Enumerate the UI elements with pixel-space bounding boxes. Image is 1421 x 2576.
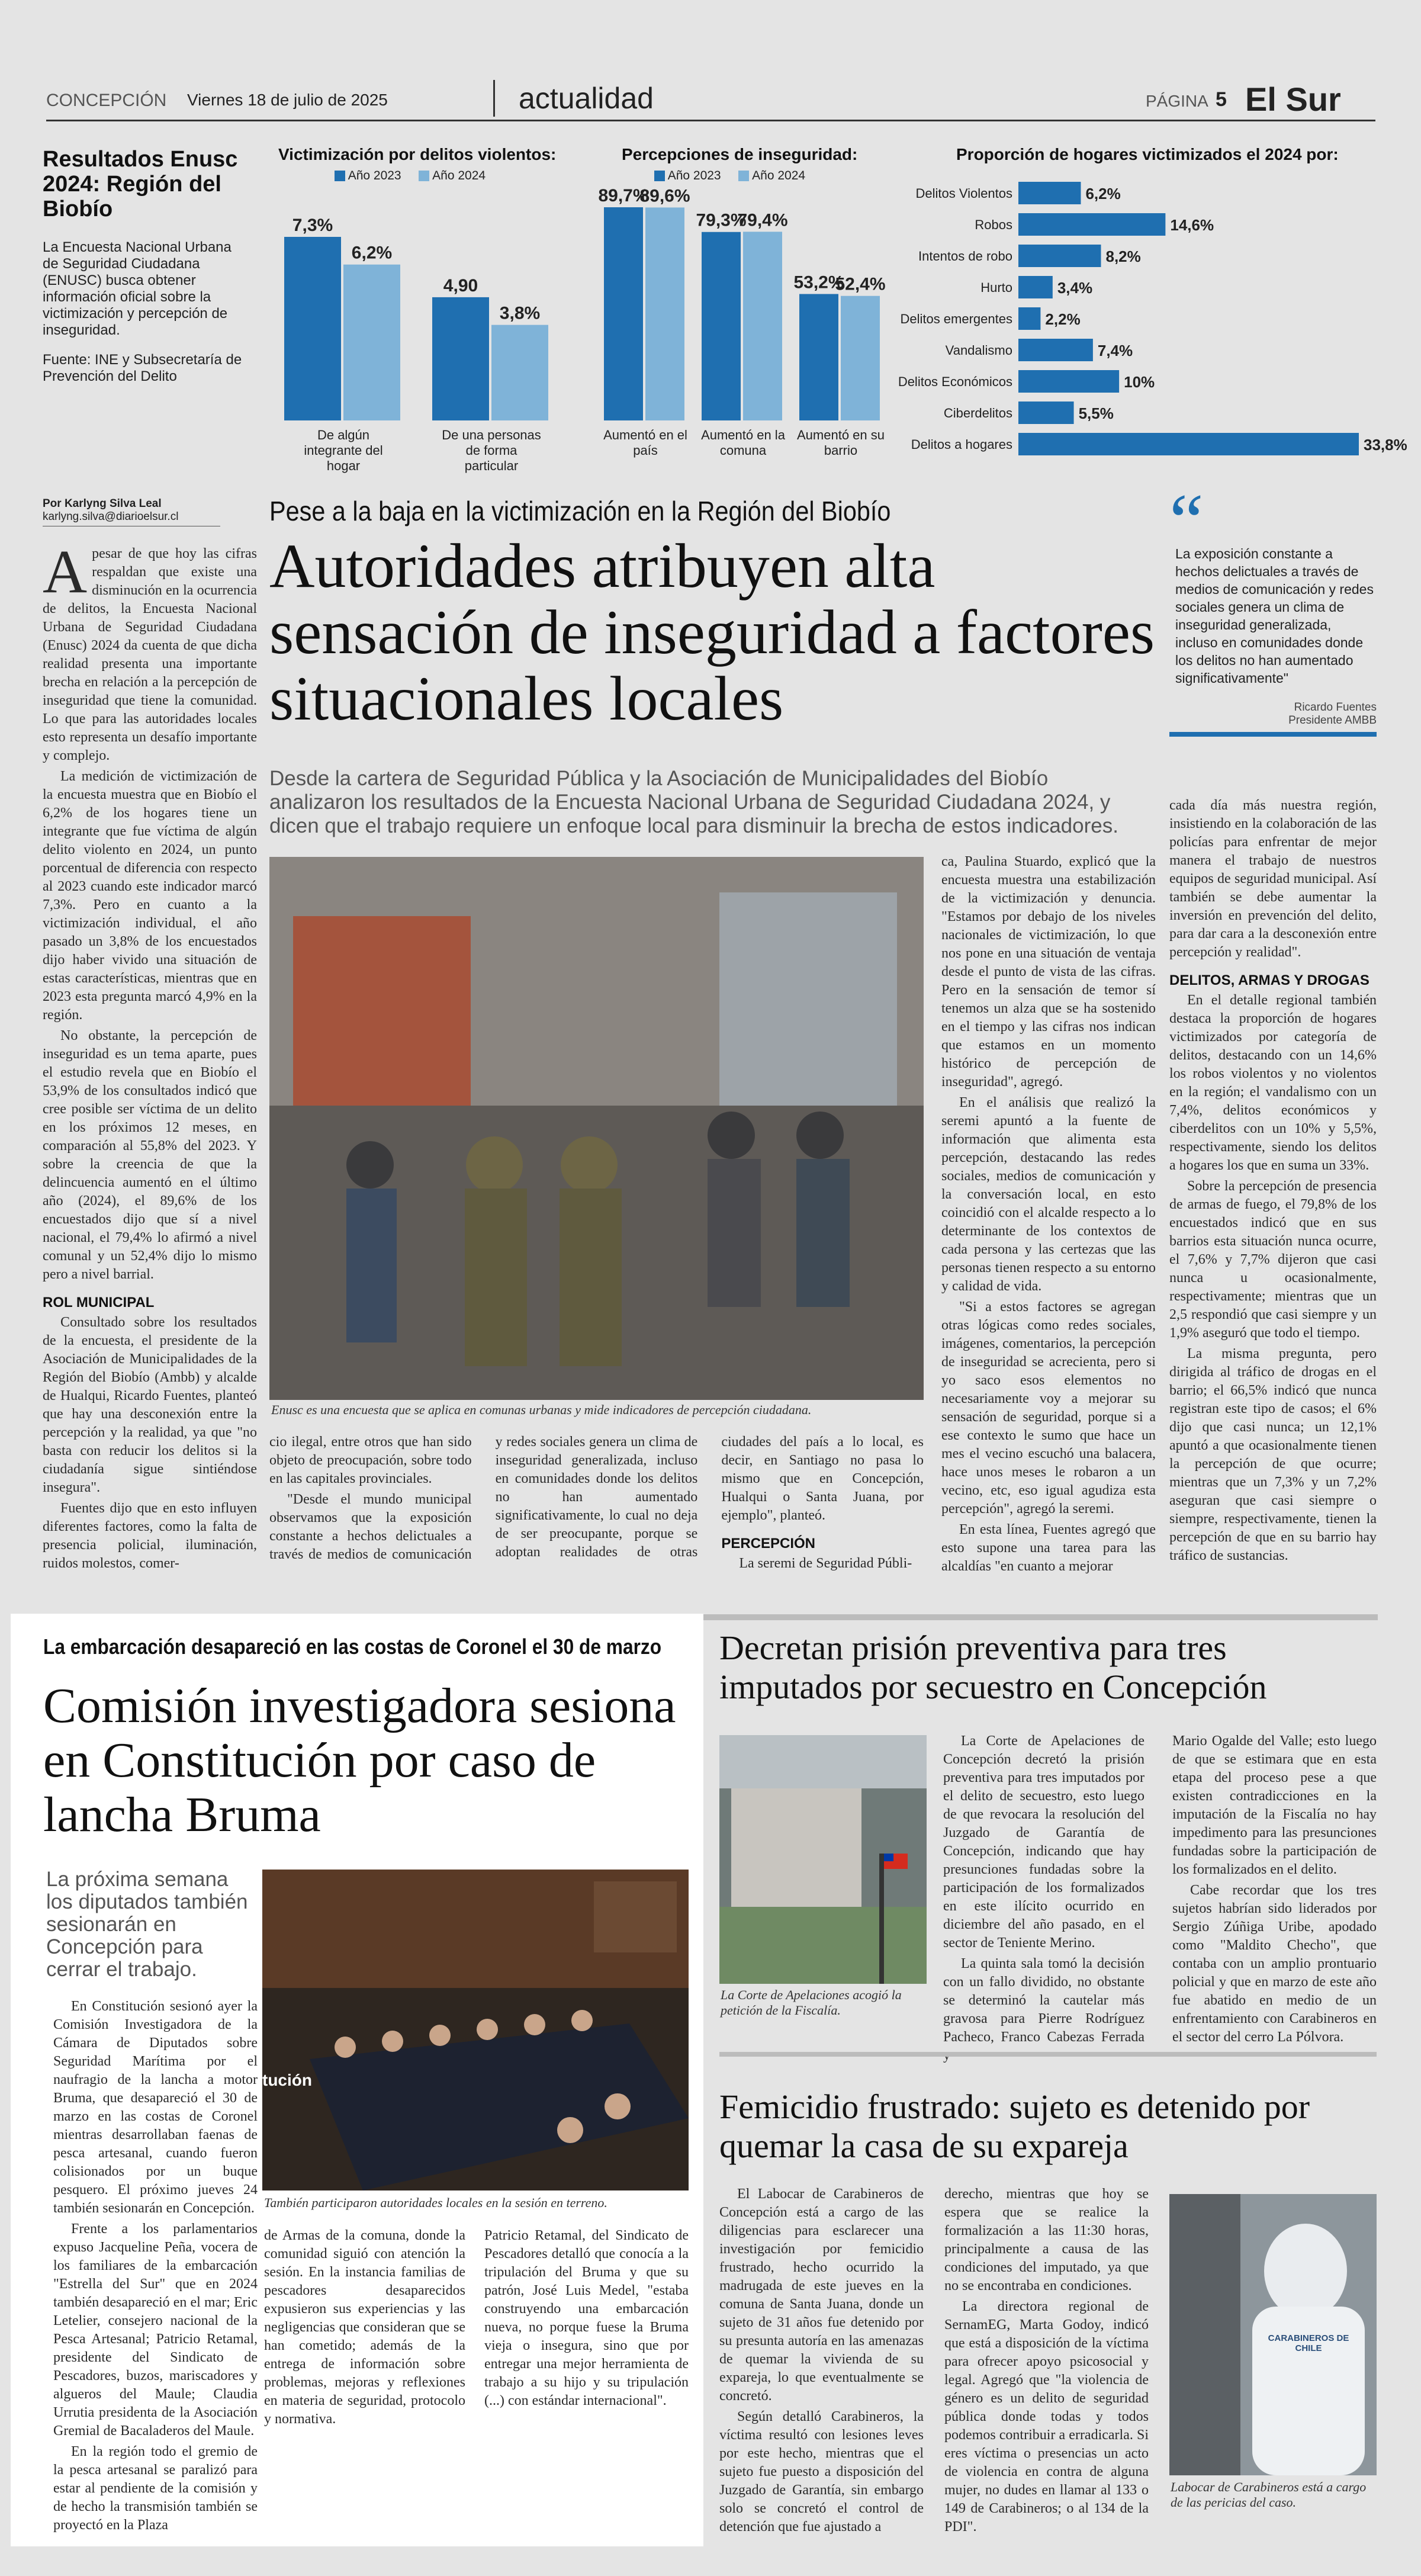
data-label: 7,4% <box>1097 342 1133 359</box>
chart3-svg <box>898 176 1407 472</box>
data-label: 79,3% <box>696 210 747 230</box>
byline-author: Por Karlyng Silva Leal <box>43 497 162 510</box>
paragraph: Mario Ogalde del Valle; esto luego de que se estimara que en esta etapa del proceso pese a que existen contradicciones en la imputación de la Fiscalía no hay impedimento para las presunciones fundadas sobre la participación de los formalizados en el delito. <box>1172 1733 1377 1877</box>
infobox <box>43 147 244 385</box>
bar <box>1018 245 1101 267</box>
article-bruma <box>11 1614 703 2546</box>
category-label: Delitos Violentos <box>915 186 1012 201</box>
data-label: 14,6% <box>1170 216 1214 234</box>
chart2-svg <box>598 186 886 477</box>
category-label: de forma <box>465 443 517 458</box>
header-city: CONCEPCIÓN <box>46 91 167 110</box>
main-column-4 <box>941 853 1156 1605</box>
subhead-rol-municipal: ROL MUNICIPAL <box>43 1295 155 1311</box>
data-label: 79,4% <box>737 210 788 230</box>
article4-photo-caption: Labocar de Carabineros está a cargo de las pericias del caso. <box>1171 2479 1367 2510</box>
bar-2024 <box>743 232 782 420</box>
bar-2023 <box>799 294 838 420</box>
legend-swatch-2024 <box>419 171 429 181</box>
chart-insecurity-perception <box>598 145 886 477</box>
bar-2023 <box>284 237 341 420</box>
article4-column-2 <box>944 2185 1149 2546</box>
legend-2023: Año 2023 <box>667 169 721 182</box>
paragraph: La misma pregunta, pero dirigida al tráfico de drogas en el barrio; el 66,5% indicó que nunca registran este tipo de casos; el 6% dijo que casi nunca; un 12,1% apuntó a que ocasionalmente tienen la percepción de que ocurre; mientras que un 7,3% y un 7,2% aseguran que casi siempre o siempre, respectivamente, tienen la percepción de que en su barrio hay tráfico de sustancias. <box>1169 1346 1377 1563</box>
session-photo-icon <box>262 1870 689 2190</box>
category-label: integrante del <box>304 443 383 458</box>
main-headline: Autoridades atribuyen alta sensación de inseguridad a factores situacionales locales <box>269 531 1155 733</box>
category-label: Intentos de robo <box>918 249 1012 264</box>
quote-role: Presidente AMBB <box>1288 714 1377 727</box>
category-label: comuna <box>719 443 767 458</box>
article-divider <box>719 2052 1377 2057</box>
article3-column-1 <box>943 1732 1144 2043</box>
article4-column-1 <box>719 2185 924 2546</box>
chart2-legend <box>654 169 876 183</box>
article-prison <box>719 1629 1377 2055</box>
main-column-5 <box>1169 796 1377 1605</box>
paragraph: En el análisis que realizó la seremi apuntó a la fuente de información que alimenta esta percepción, destacando las redes sociales, medios de comunicación y la conversación local, en esto coincidió con el alcalde respecto a lo determinante de los contextos de cada persona y las certezas que las personas tienen respecto a su entorno y calidad de vida. <box>941 1095 1156 1294</box>
article2-photo <box>262 1870 689 2190</box>
paragraph: Patricio Retamal, del Sindicato de Pescadores detalló que conocía a la tripulación del Bruma y que su patrón, José Luis Medel, "estaba construyendo una embarcación nueva, no porque fuese la Bruma vieja o insegura, sino que por entregar una mejor herramienta de trabajo a su hijo y su tripulación (...) con estándar internacional". <box>484 2228 689 2408</box>
data-label: 4,90 <box>443 275 478 295</box>
data-label: 2,2% <box>1045 310 1081 328</box>
legend-2024: Año 2024 <box>432 169 486 182</box>
data-label: 3,4% <box>1057 279 1093 297</box>
article2-column-1 <box>53 1997 258 2536</box>
category-label: país <box>633 443 658 458</box>
category-label: Aumentó en su <box>797 428 885 442</box>
paragraph: En la región todo el gremio de la pesca artesanal se paralizó para estar al pendiente de la comisión y de hecho la transmisión también se proyectó en la Plaza <box>53 2444 258 2533</box>
legend-swatch-2024 <box>738 171 749 181</box>
article2-column-2 <box>264 2227 465 2535</box>
paragraph: cada día más nuestra región, insistiendo en la colaboración de las policías para enfrentar de mejor manera el trabajo de nuestros equipos de seguridad municipal. Así también se debe aumentar la inversión en prevención del delito, para dar cara a la desconexión entre percepción y realidad". <box>1169 798 1377 960</box>
paragraph: Cabe recordar que los tres sujetos habrían sido liderados por Sergio Zúñiga Uribe, apodado como "Maldito Checho", que contaba con un amplio prontuario policial y que en marzo de este año fue abatido en medio de un enfrentamiento con Carabineros en el sector del cerro La Pólvora. <box>1172 1883 1377 2045</box>
category-label: Hurto <box>980 280 1012 295</box>
paragraph: ca, Paulina Stuardo, explicó que la encuesta muestra una estabilización de la victimización y denuncia. "Estamos por debajo de los niveles nacionales de victimización, lo que nos pone en una situación de ventaja desde el punto de vista de las cifras. Pero en la sensación de temor sí tenemos un alza que se ha sostenido en el tiempo y las cifras nos indican que estamos en un momento histórico de percepción de inseguridad", agregó. <box>941 854 1156 1090</box>
bar <box>1018 213 1165 236</box>
category-label: Vandalismo <box>945 343 1012 358</box>
subhead-delitos-armas-drogas: DELITOS, ARMAS Y DROGAS <box>1169 972 1369 988</box>
bar <box>1018 402 1074 424</box>
bar <box>1018 182 1081 204</box>
category-label: barrio <box>824 443 858 458</box>
category-label: Aumentó en la <box>701 428 785 442</box>
article2-deck: La próxima semana los diputados también sesionarán en Concepción para cerrar el trabajo. <box>46 1868 248 1981</box>
article2-column-3 <box>484 2227 689 2535</box>
article2-photo-tag: tución <box>262 2071 312 2089</box>
data-label: 7,3% <box>292 216 333 235</box>
article4-photo-text: CARABINEROS DE CHILE <box>1268 2333 1349 2353</box>
chart-violent-victimization <box>278 145 562 477</box>
paragraph: La Corte de Apelaciones de Concepción decretó la prisión preventiva para tres imputados por el delito de secuestro, esto luego de que revocara la resolución del Juzgado de Garantía de Concepción, indicando que hay presunciones fundadas sobre la participación de los formalizados en este ilícito ocurrido en diciembre del año pasado, en el sector de Teniente Merino. <box>943 1733 1144 1951</box>
category-label: De algún <box>317 428 370 442</box>
paragraph: Sobre la percepción de presencia de armas de fuego, el 79,8% de los encuestados indicó que en sus barrios esta situación nunca ocurre, el 7,6% y 7,7% dijeron que casi nunca u ocasionalmente, respectivamente; mientras que un 2,5 respondió que casi siempre y un 1,9% aseguró que todo el tiempo. <box>1169 1178 1377 1341</box>
data-label: 8,2% <box>1105 248 1141 265</box>
chart1-legend <box>335 169 562 183</box>
paragraph: La seremi de Seguridad Públi- <box>739 1556 912 1571</box>
paragraph: "Si a estos factores se agregan otras lógicas como redes sociales, imágenes, comentarios, la percepción de inseguridad se acrecienta, pero si yo saco esos elementos no necesariamente voy a mejorar su sensación de seguridad, porque si a ese contexto le sumo que hace un mes el vecino escuchó una balacera, hace unos meses le robaron a un vecino, etc, eso igual agudiza esta percepción", agregó la seremi. <box>941 1299 1156 1517</box>
paragraph: Fuentes dijo que en esto influyen diferentes factores, como la falta de presencia policial, iluminación, ruidos molestos, comer- <box>43 1501 257 1571</box>
header-section: actualidad <box>519 82 654 115</box>
main-column-1 <box>43 538 257 1605</box>
paragraph: Consultado sobre los resultados de la encuesta, el presidente de la Asociación de Municipalidades de la Región del Biobío (Ambb) y alcalde de Hualqui, Ricardo Fuentes, planteó que hay una desconexión entre la percepción y la realidad, ya que "no basta con reducir los delitos si la ciudadanía sigue sintiéndose insegura". <box>43 1315 257 1495</box>
chart1-title: Victimización por delitos violentos: <box>278 145 557 163</box>
paragraph: La quinta sala tomó la decisión con un fallo dividido, no obstante se determinó la cautelar más gravosa para Pierre Rodríguez Pacheco, Franco Cabezas Ferrada <box>943 1956 1144 2045</box>
subhead-percepcion: PERCEPCIÓN <box>721 1536 816 1552</box>
pull-quote <box>1169 478 1377 737</box>
paragraph: La directora regional de SernamEG, Marta Godoy, indicó que está a disposición de la víctima para ofrecer apoyo psicosocial y legal. Agregó que "la violencia de género es un delito de seguridad pública donde todas y todos podemos contribuir a erradicarla. Si eres víctima o presencias un acto de violencia en contra de alguna mujer, no dudes en llamar al 133 o 149 de Carabineros; o al 134 de la PDI". <box>944 2299 1149 2535</box>
category-label: particular <box>464 458 519 473</box>
quote-author: Ricardo Fuentes <box>1294 701 1377 714</box>
article4-photo <box>1169 2194 1377 2475</box>
data-label: 6,2% <box>351 243 393 263</box>
paragraph: cio ilegal, entre otros que han sido objeto de preocupación, sobre todo en las capitales provinciales. <box>269 1434 472 1486</box>
paragraph: Según detalló Carabineros, la víctima resultó con lesiones leves por este hecho, mientras que el sujeto fue puesto a disposición del Juzgado de Garantía, sin embargo solo se concretó el control de detención que fue ajustado a <box>719 2409 924 2535</box>
category-label: Delitos a hogares <box>911 437 1012 452</box>
bar-2024 <box>841 296 880 420</box>
bar-2023 <box>702 232 741 420</box>
category-label: Ciberdelitos <box>943 406 1012 420</box>
quote-text: La exposición constante a hechos delictuales a través de medios de comunicación y redes sociales genera un clima de inseguridad generalizada, incluso en comunidades donde los delitos no han aumentado significativamente" <box>1175 546 1374 686</box>
bar <box>1018 307 1040 330</box>
article-femicide <box>719 2087 1377 2549</box>
article3-headline: Decretan prisión preventiva para tres imputados por secuestro en Concepción <box>719 1629 1267 1706</box>
byline-email: karlyng.silva@diarioelsur.cl <box>43 510 220 526</box>
category-label: Robos <box>975 217 1012 232</box>
category-label: hogar <box>326 458 361 473</box>
main-kicker: Pese a la baja en la victimización en la Región del Biobío <box>269 496 891 526</box>
quote-bar <box>1169 732 1377 737</box>
paragraph: En Constitución sesionó ayer la Comisión Investigadora de la Cámara de Diputados sobre Seguridad Marítima por el naufragio de la lancha a motor Bruma, que desapareció el 30 de marzo en las costas de Coronel mientras desarrollaban faenas de pesca artesanal, cuando fueron colisionados por un buque pesquero. El próximo jueves 24 también sesionarán en Concepción. <box>53 1999 258 2216</box>
category-label: Delitos emergentes <box>900 311 1012 326</box>
category-label: Delitos Económicos <box>898 374 1012 389</box>
bar-2024 <box>645 207 684 420</box>
paragraph: En el detalle regional también destaca la proporción de hogares victimizados por categoría de delitos, destacando con un 14,6% los robos violentos y no violentos en la región; el vandalismo con un 7,4%, delitos económicos y ciberdelitos con un 10% y 5,5%, respectivamente, siendo los delitos a hogares los que en suma un 33%. <box>1169 993 1377 1173</box>
bar <box>1018 433 1359 455</box>
paragraph: de Armas de la comuna, donde la comunidad siguió con atención la sesión. En la instancia familias de pescadores desaparecidos expusieron sus experiencias y las negligencias que consideran que se han cometido; además de la entrega de información sobre problemas, mejoras y reflexiones en materia de seguridad, protocolo y normativa. <box>264 2228 465 2427</box>
quote-mark-icon: “ <box>1169 478 1204 564</box>
data-label: 6,2% <box>1085 185 1121 203</box>
chart-households-victimized <box>898 145 1407 477</box>
data-label: 33,8% <box>1364 436 1407 454</box>
article2-photo-caption: También participaron autoridades locales en la sesión en terreno. <box>264 2195 607 2210</box>
infobox-source: Fuente: INE y Subsecretaría de Prevención del Delito <box>43 352 242 384</box>
bar-2023 <box>432 297 489 420</box>
main-photo <box>269 857 924 1400</box>
data-label: 10% <box>1124 373 1155 391</box>
paragraph: No obstante, la percepción de inseguridad es un tema aparte, pues el estudio revela que en Biobío el 53,9% de los consultados indicó que cree posible ser víctima de un delito en los próximos 12 meses, en comparación al 55,8% del 2023. Y sobre la creencia de que la delincuencia aumentó en el último año (2024), el 89,6% de los encuestados dijo que sí a nivel nacional, el 79,4% lo afirmó a nivel comunal y un 52,4% dijo lo mismo pero a nivel barrial. <box>43 1028 257 1282</box>
legend-2024: Año 2024 <box>752 169 806 182</box>
data-label: 89,6% <box>639 186 690 206</box>
paragraph: La medición de victimización de la encuesta muestra que en Biobío el 6,2% de los hogares tiene un integrante que fue víctima de algún delito violento en 2024, un punto porcentual de diferencia con respecto al 2023 cuando este indicador marcó 7,3%. Pero en cuanto a la victimización individual, el año pasado un 3,8% de los encuestados dijo haber vivido una situación de estas características, mientras que en 2023 esta pregunta marcó 4,9% en la región. <box>43 769 257 1023</box>
data-label: 89,7% <box>598 186 649 205</box>
chart3-title: Proporción de hogares victimizados el 2024 por: <box>956 145 1339 163</box>
bar-2023 <box>604 207 643 420</box>
legend-swatch-2023 <box>335 171 345 181</box>
legend-swatch-2023 <box>654 171 665 181</box>
header-page-number: 5 <box>1216 88 1227 111</box>
header-divider <box>493 80 495 117</box>
paragraph: derecho, mientras que hoy se espera que se realice la formalización a las 11:30 horas, principalmente a causa de las condiciones del imputado, ya que no se encontraba en condiciones. <box>944 2186 1149 2294</box>
article2-kicker: La embarcación desapareció en las costas de Coronel el 30 de marzo <box>43 1634 662 1659</box>
article3-photo-caption: La Corte de Apelaciones acogió la petición de la Fiscalía. <box>721 1987 902 2018</box>
main-photo-caption: Enusc es una encuesta que se aplica en comunas urbanas y mide indicadores de percepción ciudadana. <box>271 1402 812 1417</box>
data-label: 53,2% <box>793 272 844 293</box>
category-label: Aumentó en el <box>603 428 687 442</box>
legend-2023: Año 2023 <box>348 169 401 182</box>
quote-attribution <box>1169 701 1377 727</box>
header-brand-logo: El Sur <box>1245 81 1341 118</box>
bar <box>1018 370 1119 393</box>
chart2-title: Percepciones de inseguridad: <box>622 145 858 163</box>
paragraph: "Desde el mundo municipal observamos que la exposición constante a hechos delictuales a través de medios de comunicación y redes sociales genera un clima de inseguridad generalizada, incluso en comunidades donde los delitos no han aumentado significativamente, lo cual no deja de ser preocupante, porque se adoptan realidades de otras ciudades del país a lo local, es decir, en Santiago no pasa lo mismo que en Concepción, Hualqui o Santa Juana, por ejemplo", planteó. <box>269 1434 924 1562</box>
category-label: De una personas <box>442 428 541 442</box>
byline <box>43 497 220 526</box>
article3-photo <box>719 1735 927 1984</box>
article2-headline: Comisión investigadora sesiona en Constitución por caso de lancha Bruma <box>43 1678 676 1842</box>
courthouse-photo-icon <box>719 1735 927 1984</box>
infobox-title: Resultados Enusc 2024: Región del Biobío <box>43 147 238 221</box>
bar <box>1018 276 1053 298</box>
infobox-body: La Encuesta Nacional Urbana de Seguridad Ciudadana (ENUSC) busca obtener información oficial sobre la victimización y percepción de inseguridad. <box>43 239 232 338</box>
main-under-photo-columns <box>269 1433 924 1605</box>
paragraph: Frente a los parlamentarios expuso Jacqueline Peña, vocera de los familiares de la embarcación "Estrella del Sur" que en 2024 también desapareció en el mar; Eric Letelier, consejero nacional de la Pesca Artesanal; Patricio Retamal, presidente del Sindicato de Pescadores, buzos, mariscadores y algueros del Maule; Claudia Urrutia presidenta de la Asociación Gremial de Bacaladeros del Maule. <box>53 2221 258 2439</box>
bar <box>1018 339 1093 361</box>
bar-2024 <box>491 325 548 420</box>
main-deck: Desde la cartera de Seguridad Pública y la Asociación de Municipalidades del Biobío analizaron los resultados de la Encuesta Nacional Urbana de Seguridad Ciudadana 2024, y dicen que el trabajo requiere un enfoque local para disminuir la brecha de estos indicadores. <box>269 767 1118 837</box>
chart1-svg <box>278 187 562 477</box>
data-label: 3,8% <box>499 303 541 323</box>
header-date: Viernes 18 de julio de 2025 <box>187 91 388 109</box>
page-header <box>46 80 1375 121</box>
paragraph: Apesar de que hoy las cifras respaldan que existe una disminución en la ocurrencia de delitos, la Encuesta Nacional Urbana de Seguridad Ciudadana (Enusc) 2024 da cuenta de que dicha realidad presenta una importante brecha en relación a la percepción de inseguridad que tiene la comunidad. Lo que para las autoridades locales esto representa un desafío importante y complejo. <box>43 538 257 763</box>
police-patrol-photo-icon <box>269 857 924 1400</box>
article4-headline: Femicidio frustrado: sujeto es detenido por quemar la casa de su expareja <box>719 2087 1310 2165</box>
header-page-label: PÁGINA <box>1146 92 1208 110</box>
paragraph: En esta línea, Fuentes agregó que esto supone una tarea para las alcaldías "en cuanto a mejorar <box>941 1522 1156 1574</box>
data-label: 5,5% <box>1078 404 1114 422</box>
paragraph: El Labocar de Carabineros de Concepción está a cargo de las diligencias para esclarecer una investigación por femicidio frustrado, hecho ocurrido la madrugada de este jueves en la comuna de Santa Juana, donde un sujeto de 31 años fue detenido por su presunta autoría en las amenazas de quemar la vivienda de su expareja, lo que eventualmente se concretó. <box>719 2186 924 2404</box>
data-label: 52,4% <box>835 274 886 294</box>
article3-column-2 <box>1172 1732 1377 2043</box>
bar-2024 <box>343 265 400 420</box>
